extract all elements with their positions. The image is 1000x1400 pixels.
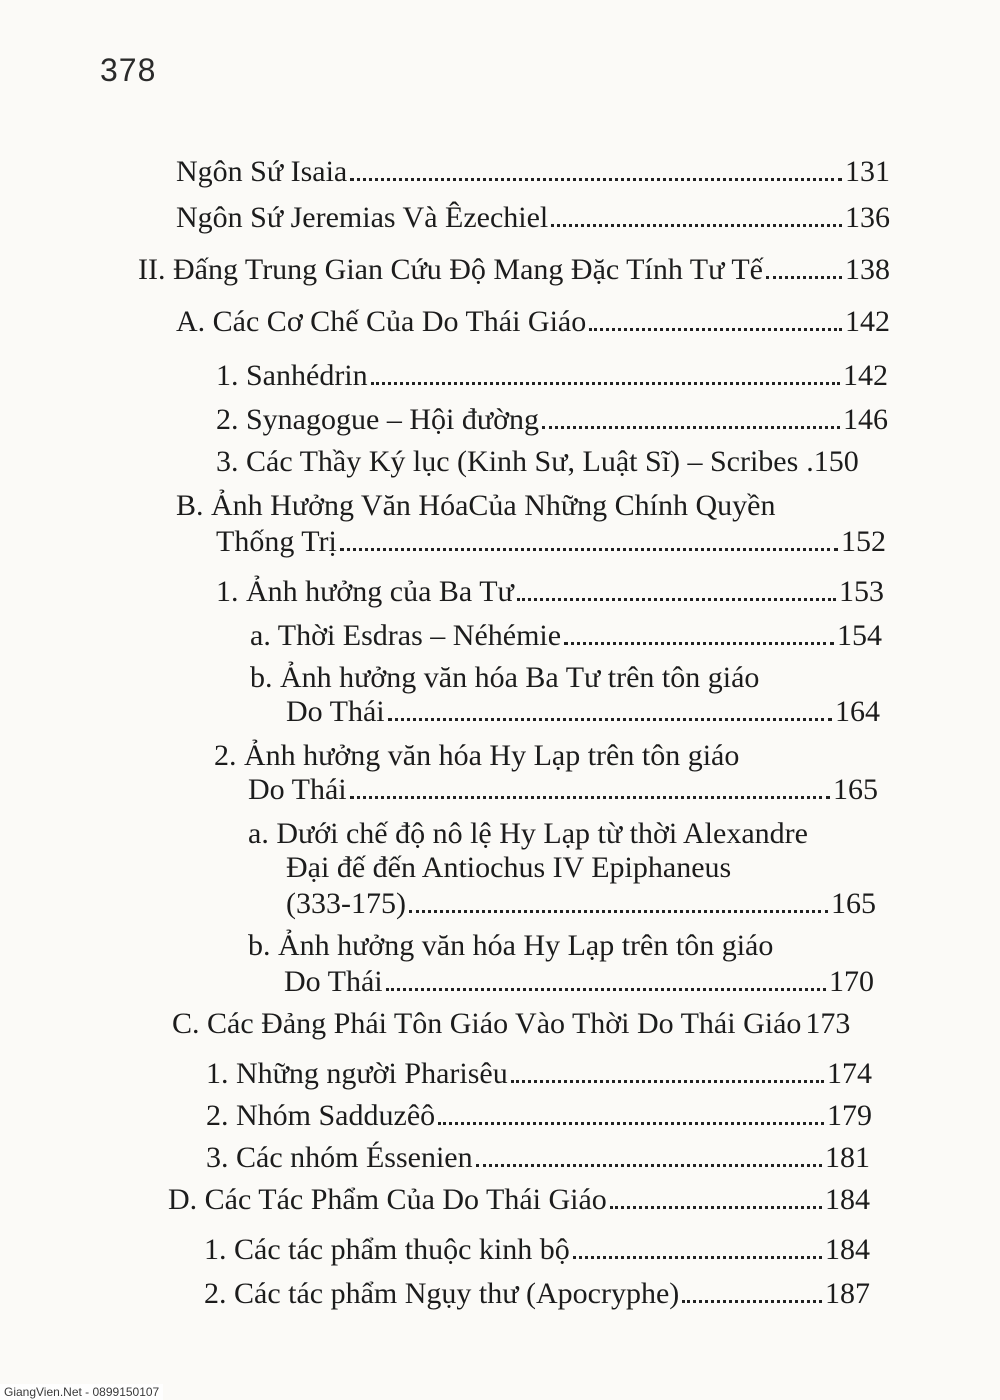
toc-entry-title: 1. Các tác phẩm thuộc kinh bộ xyxy=(204,1233,570,1266)
dot-leader xyxy=(589,328,842,331)
dot-leader xyxy=(682,1300,822,1303)
dot-leader xyxy=(409,910,828,913)
toc-entry-title: 1. Những người Pharisêu xyxy=(206,1057,508,1090)
toc-entry-section-d xyxy=(168,1182,870,1218)
toc-entry-title: C. Các Đảng Phái Tôn Giáo Vào Thời Do Thái Giáo xyxy=(172,1007,802,1040)
toc-entry-synagogue xyxy=(216,402,888,438)
watermark: GiangVien.Net - 0899150107 xyxy=(0,1384,163,1400)
toc-entry-page: 164 xyxy=(835,695,880,728)
toc-entry-page: 187 xyxy=(825,1277,870,1310)
toc-entry-apocryphe xyxy=(204,1276,870,1312)
toc-entry-sanhedrin xyxy=(216,358,888,394)
toc-entry-section-c xyxy=(172,1006,874,1042)
toc-entry-page: 165 xyxy=(831,887,876,920)
toc-entry-title: (333-175) xyxy=(286,887,406,920)
toc-entry-kinh-bo xyxy=(204,1232,870,1268)
toc-entry-sadduzeo xyxy=(206,1098,872,1134)
dot-leader xyxy=(542,426,840,429)
toc-entry-page: 174 xyxy=(827,1057,872,1090)
toc-entry-title: Do Thái xyxy=(248,773,347,806)
toc-entry-page: 179 xyxy=(827,1099,872,1132)
toc-entry-title: 3. Các nhóm Éssenien xyxy=(206,1141,473,1174)
dot-leader xyxy=(511,1080,824,1083)
dot-leader xyxy=(573,1256,822,1259)
toc-entry-page: 152 xyxy=(841,525,886,558)
dot-leader xyxy=(476,1164,822,1167)
toc-entry-page: 184 xyxy=(825,1183,870,1216)
toc-entry-alexandre-line2: Đại đế đến Antiochus IV Epiphaneus xyxy=(286,851,732,884)
toc-entry-phariseu xyxy=(206,1056,872,1092)
dot-leader xyxy=(340,548,838,551)
toc-entry-page: 173 xyxy=(805,1007,851,1040)
toc-entry-title: a. Thời Esdras – Néhémie xyxy=(250,619,562,652)
toc-entry-hy-lap-culture xyxy=(284,964,874,1000)
toc-entry-title: Ngôn Sứ Jeremias Và Êzechiel xyxy=(176,201,549,234)
toc-entry-title: 2. Synagogue – Hội đường xyxy=(216,403,539,436)
toc-entry-section-b xyxy=(216,524,886,560)
toc-entry-title: 1. Sanhédrin xyxy=(216,359,368,392)
dot-leader xyxy=(350,796,830,799)
toc-entry-title: 3. Các Thầy Ký lục (Kinh Sư, Luật Sĩ) – Scribes xyxy=(216,445,799,478)
dot-leader xyxy=(350,178,842,181)
toc-entry-ba-tu xyxy=(216,574,884,610)
dot-leader xyxy=(564,642,834,645)
toc-entry-page: 153 xyxy=(839,575,884,608)
toc-entry-page: 154 xyxy=(837,619,882,652)
toc-entry-title: 2. Nhóm Sadduzêô xyxy=(206,1099,436,1132)
toc-entry-page: 146 xyxy=(843,403,888,436)
toc-entry-title: 2. Các tác phẩm Ngụy thư (Apocryphe) xyxy=(204,1277,680,1310)
toc-entry-title: A. Các Cơ Chế Của Do Thái Giáo xyxy=(176,305,587,338)
toc-entry-page: 131 xyxy=(845,155,890,188)
toc-entry-alexandre-line1: a. Dưới chế độ nô lệ Hy Lạp từ thời Alexandre xyxy=(248,817,808,850)
toc-entry-title: Do Thái xyxy=(284,965,383,998)
toc-entry-esdras xyxy=(250,618,882,654)
toc-entry-page: 181 xyxy=(825,1141,870,1174)
toc-entry-section-a xyxy=(176,304,890,340)
toc-entry-jeremias xyxy=(176,200,890,236)
toc-entry-title: II. Đấng Trung Gian Cứu Độ Mang Đặc Tính Tư Tế xyxy=(138,253,763,286)
toc-entry-page: .150 xyxy=(806,445,859,478)
toc-entry-page: 170 xyxy=(829,965,874,998)
toc-entry-essenien xyxy=(206,1140,870,1176)
toc-entry-hy-lap-line1: 2. Ảnh hưởng văn hóa Hy Lạp trên tôn giáo xyxy=(214,739,740,772)
toc-entry-title: D. Các Tác Phẩm Của Do Thái Giáo xyxy=(168,1183,607,1216)
toc-entry-alexandre xyxy=(286,886,876,922)
toc-entry-title: Do Thái xyxy=(286,695,385,728)
toc-entry-page: 142 xyxy=(843,359,888,392)
toc-entry-title: Thống Trị xyxy=(216,525,337,558)
dot-leader xyxy=(371,382,840,385)
toc-entry-title: Ngôn Sứ Isaia xyxy=(176,155,348,188)
toc-entry-title: 1. Ảnh hưởng của Ba Tư xyxy=(216,575,514,608)
toc-entry-hy-lap-culture-line1: b. Ảnh hưởng văn hóa Hy Lạp trên tôn giáo xyxy=(248,929,774,962)
dot-leader xyxy=(766,276,842,279)
toc-entry-ba-tu-culture-line1: b. Ảnh hưởng văn hóa Ba Tư trên tôn giáo xyxy=(250,661,760,694)
toc-entry-isaia xyxy=(176,154,890,190)
dot-leader xyxy=(388,718,832,721)
toc-entry-ba-tu-culture xyxy=(286,694,880,730)
toc-entry-hy-lap xyxy=(248,772,878,808)
page-number: 378 xyxy=(100,52,157,88)
toc-entry-page: 184 xyxy=(825,1233,870,1266)
toc-entry-page: 142 xyxy=(845,305,890,338)
dot-leader xyxy=(551,224,842,227)
toc-entry-scribes xyxy=(216,444,888,480)
toc-entry-page: 136 xyxy=(845,201,890,234)
toc-entry-section-ii xyxy=(138,252,890,288)
toc-entry-section-b-line1: B. Ảnh Hưởng Văn HóaCủa Những Chính Quyền xyxy=(176,489,776,522)
dot-leader xyxy=(438,1122,824,1125)
dot-leader xyxy=(386,988,826,991)
dot-leader xyxy=(610,1206,822,1209)
toc-entry-page: 138 xyxy=(845,253,890,286)
dot-leader xyxy=(517,598,836,601)
toc-entry-page: 165 xyxy=(833,773,878,806)
